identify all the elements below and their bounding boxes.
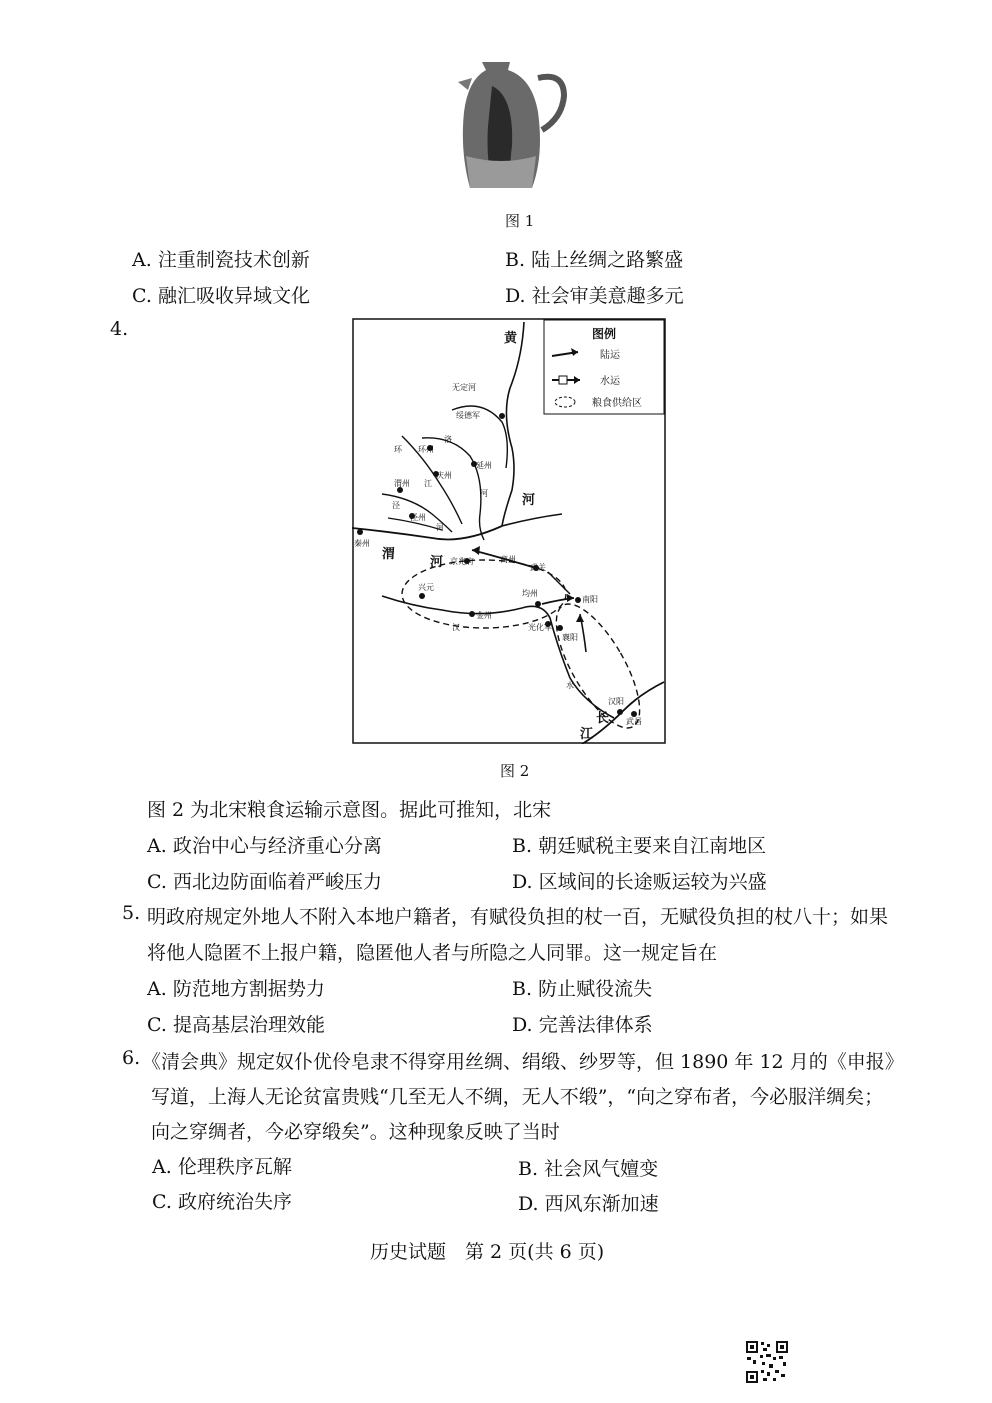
legend-water: 水运 — [600, 376, 620, 387]
page-footer: 历史试题 第 2 页(共 6 页) — [370, 1241, 605, 1263]
label-jiang2: 江 — [424, 479, 432, 488]
q6-stem-line1: 《清会典》规定奴仆优伶皂隶不得穿用丝绸、绢缎、纱罗等，但 1890 年 12 月的《申报》 — [142, 1051, 904, 1073]
label-luo: 洛 — [444, 435, 452, 444]
legend-supply: 粮食供给区 — [592, 398, 642, 409]
option-text: 政治中心与经济重心分离 — [172, 835, 382, 857]
option-text: 社会风气嬗变 — [544, 1158, 659, 1180]
q5-option-a[interactable] — [147, 974, 325, 1001]
option-key: B. — [518, 1158, 539, 1180]
option-key: A. — [147, 978, 167, 1000]
q4-option-a[interactable] — [147, 831, 382, 858]
option-key: A. — [147, 835, 167, 857]
q5-option-b[interactable] — [512, 974, 652, 1001]
option-key: D. — [512, 871, 533, 893]
option-key: C. — [152, 1191, 172, 1213]
option-text: 西北边防面临着严峻压力 — [172, 871, 382, 893]
option-text: 融汇吸收异域文化 — [157, 285, 310, 307]
label-jingzhaofu: 京兆府 — [450, 557, 474, 566]
option-key: A. — [152, 1156, 172, 1178]
q4-option-b[interactable] — [512, 831, 766, 858]
label-han: 汉 — [452, 623, 460, 632]
option-text: 伦理秩序瓦解 — [177, 1156, 292, 1178]
q6-option-a[interactable] — [152, 1152, 292, 1179]
option-key: C. — [147, 871, 167, 893]
option-key: B. — [512, 978, 533, 1000]
q3-option-d[interactable] — [505, 281, 684, 308]
label-qingzhou: 庆州 — [436, 471, 452, 480]
label-weizhou: 渭州 — [394, 479, 410, 488]
label-junzhou: 均州 — [522, 589, 538, 598]
figure-1-caption: 图 1 — [505, 212, 535, 230]
option-text: 西风东渐加速 — [544, 1193, 659, 1215]
option-key: D. — [512, 1014, 533, 1036]
q3-option-c[interactable] — [132, 281, 310, 308]
vase-photo — [452, 56, 572, 196]
q5-number: 5. — [122, 902, 141, 924]
label-jingzhou: 泾州 — [410, 513, 426, 522]
q3-option-b[interactable] — [505, 245, 683, 272]
option-key: D. — [518, 1193, 539, 1215]
q5-option-c[interactable] — [147, 1010, 325, 1037]
label-he2: 河 — [430, 555, 444, 570]
label-wei: 渭 — [382, 547, 396, 562]
label-wuguan: 武关 — [530, 563, 546, 572]
option-key: D. — [505, 285, 526, 307]
option-key: C. — [147, 1014, 167, 1036]
option-text: 防止赋役流失 — [538, 978, 653, 1000]
label-jing: 泾 — [392, 501, 400, 510]
q6-stem-line3: 向之穿绸者，今必穿缎矣”。这种现象反映了当时 — [151, 1121, 560, 1143]
option-text: 陆上丝绸之路繁盛 — [531, 249, 684, 271]
option-text: 注重制瓷技术创新 — [157, 249, 310, 271]
option-key: B. — [505, 249, 526, 271]
legend-land: 陆运 — [600, 350, 620, 361]
label-wudinghe: 无定河 — [452, 383, 476, 392]
label-nanyang: 南阳 — [582, 595, 598, 604]
q5-stem-line1: 明政府规定外地人不附入本地户籍者，有赋役负担的杖一百，无赋役负担的杖八十；如果 — [147, 906, 889, 928]
label-wuchang: 武昌 — [626, 717, 642, 726]
label-shangzhou: 商州 — [500, 555, 516, 564]
q5-stem-line2: 将他人隐匿不上报户籍，隐匿他人者与所隐之人同罪。这一规定旨在 — [147, 942, 718, 964]
label-huan: 环 — [394, 445, 402, 454]
label-qinzhou: 秦州 — [354, 539, 370, 548]
q4-number: 4. — [110, 318, 129, 340]
label-jinzhou: 金州 — [476, 611, 492, 620]
song-grain-transport-map — [352, 318, 666, 744]
q6-number: 6. — [122, 1047, 141, 1069]
label-xiangyang: 襄阳 — [562, 633, 578, 642]
label-xingyuan: 兴元 — [418, 583, 434, 592]
option-text: 区域间的长途贩运较为兴盛 — [538, 871, 767, 893]
q6-option-d[interactable] — [518, 1189, 659, 1216]
label-he3: 河 — [480, 489, 488, 498]
option-key: A. — [132, 249, 152, 271]
q4-option-c[interactable] — [147, 867, 382, 894]
label-huanzhou: 环州 — [418, 445, 434, 454]
label-chang: 长 — [596, 711, 610, 726]
option-text: 朝廷赋税主要来自江南地区 — [538, 835, 767, 857]
label-he4: 河 — [436, 523, 444, 532]
option-text: 提高基层治理效能 — [172, 1014, 325, 1036]
option-text: 完善法律体系 — [538, 1014, 653, 1036]
q4-option-d[interactable] — [512, 867, 767, 894]
qr-code-icon — [745, 1340, 789, 1384]
label-shui: 水 — [566, 681, 574, 690]
option-key: C. — [132, 285, 152, 307]
q4-stem: 图 2 为北宋粮食运输示意图。据此可推知，北宋 — [147, 799, 552, 821]
label-hanyang: 汉阳 — [608, 697, 624, 706]
q6-option-c[interactable] — [152, 1187, 292, 1214]
q6-stem-line2: 写道，上海人无论贫富贵贱“几至无人不绸，无人不缎”，“向之穿布者，今必服洋绸矣； — [151, 1086, 884, 1108]
q6-option-b[interactable] — [518, 1154, 658, 1181]
label-guanghuajun: 光化军 — [528, 623, 552, 632]
label-yanzhou: 延州 — [476, 461, 492, 470]
q5-option-d[interactable] — [512, 1010, 653, 1037]
label-jiang: 江 — [580, 727, 594, 742]
figure-2-caption: 图 2 — [500, 762, 530, 780]
label-huang: 黄 — [504, 331, 518, 346]
option-text: 政府统治失序 — [177, 1191, 292, 1213]
legend-title: 图例 — [592, 327, 617, 341]
label-he: 河 — [522, 493, 536, 508]
label-suidejun: 绥德军 — [456, 411, 480, 420]
option-text: 防范地方割据势力 — [172, 978, 325, 1000]
q3-option-a[interactable] — [132, 245, 310, 272]
option-key: B. — [512, 835, 533, 857]
option-text: 社会审美意趣多元 — [531, 285, 684, 307]
